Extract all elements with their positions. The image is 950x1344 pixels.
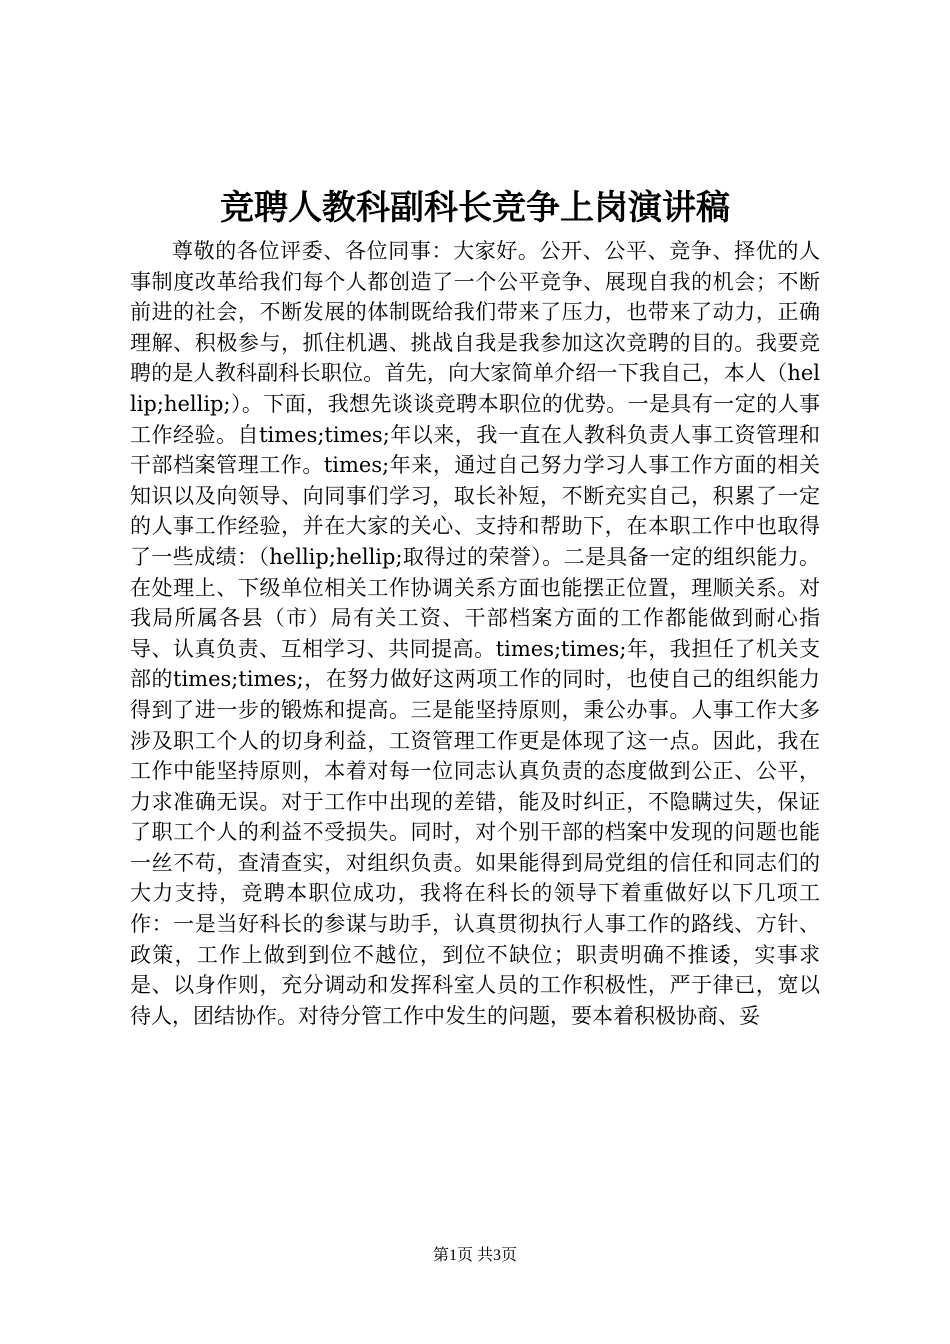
document-title: 竞聘人教科副科长竞争上岗演讲稿 [220,188,730,228]
page-number: 第1页 共3页 [432,1247,517,1264]
document-body: 尊敬的各位评委、各位同事：大家好。公开、公平、竞争、择优的人事制度改革给我们每个人都创造了一个公平竞争、展现自我的机会；不断前进的社会，不断发展的体制既给我们带来了压力，也带来了动力，正确理解、积极参与，抓住机遇、挑战自我是我参加这次竞聘的目的。我要竞聘的是人教科副科长职位。首先，向大家简单介绍一下我自己，本人（hellip;hellip;）。下面，我想先谈谈竞聘本职位的优势。一是具有一定的人事工作经验。自times;times;年以来，我一直在人教科负责人事工资管理和干部档案管理工作。times;年来，通过自己努力学习人事工作方面的相关知识以及向领导、向同事们学习，取长补短，不断充实自己，积累了一定的人事工作经验，并在大家的关心、支持和帮助下，在本职工作中也取得了一些成绩：（hellip;hellip;取得过的荣誉）。二是具备一定的组织能力。在处理上、下级单位相关工作协调关系方面也能摆正位置，理顺关系。对我局所属各县（市）局有关工资、干部档案方面的工作都能做到耐心指导、认真负责、互相学习、共同提高。times;times;年，我担任了机关支部的times;times;，在努力做好这两项工作的同时，也使自己的组织能力得到了进一步的锻炼和提高。三是能坚持原则，秉公办事。人事工作大多涉及职工个人的切身利益，工资管理工作更是体现了这一点。因此，我在工作中能坚持原则，本着对每一位同志认真负责的态度做到公正、公平，力求准确无误。对于工作中出现的差错，能及时纠正，不隐瞒过失，保证了职工个人的利益不受损失。同时，对个别干部的档案中发现的问题也能一丝不苟，查清查实，对组织负责。如果能得到局党组的信任和同志们的大力支持，竞聘本职位成功，我将在科长的领导下着重做好以下几项工作：一是当好科长的参谋与助手，认真贯彻执行人事工作的路线、方针、政策，工作上做到到位不越位，到位不缺位；职责明确不推诿，实事求是、以身作则，充分调动和发挥科室人员的工作积极性，严于律已，宽以待人，团结协作。对待分管工作中发生的问题，要本着积极协商、妥 [130,239,820,1028]
